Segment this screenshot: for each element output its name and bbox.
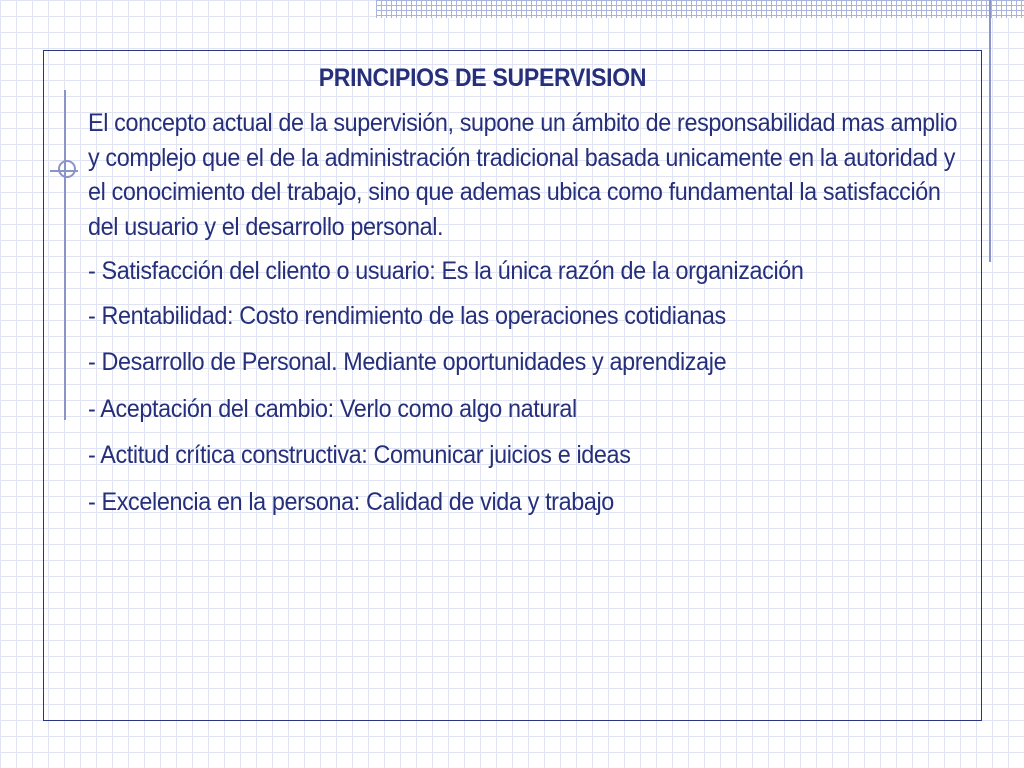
bullet-item: - Rentabilidad: Costo rendimiento de las operaciones cotidianas xyxy=(88,301,726,330)
header-grid-pattern xyxy=(376,0,1024,18)
bullet-item: - Aceptación del cambio: Verlo como algo natural xyxy=(88,394,577,423)
bullet-item: - Satisfacción del cliento o usuario: Es la única razón de la organización xyxy=(88,257,804,285)
bullet-item: - Excelencia en la persona: Calidad de vida y trabajo xyxy=(88,487,614,516)
right-decorative-line xyxy=(989,0,991,262)
intro-paragraph: El concepto actual de la supervisión, supone un ámbito de responsabilidad mas amplio y complejo que el de la administración tradicional basada unicamente en la autoridad y el conocimiento del trabajo, sino que ademas ubica como fundamental la satisfacción del usuario y el desarrollo personal. xyxy=(88,109,958,241)
bullet-item: - Actitud crítica constructiva: Comunicar juicios e ideas xyxy=(88,441,631,469)
slide-content xyxy=(88,58,968,519)
slide-title: PRINCIPIOS DE SUPERVISION xyxy=(318,64,647,92)
bullet-item: - Desarrollo de Personal. Mediante oportunidades y aprendizaje xyxy=(88,348,727,376)
